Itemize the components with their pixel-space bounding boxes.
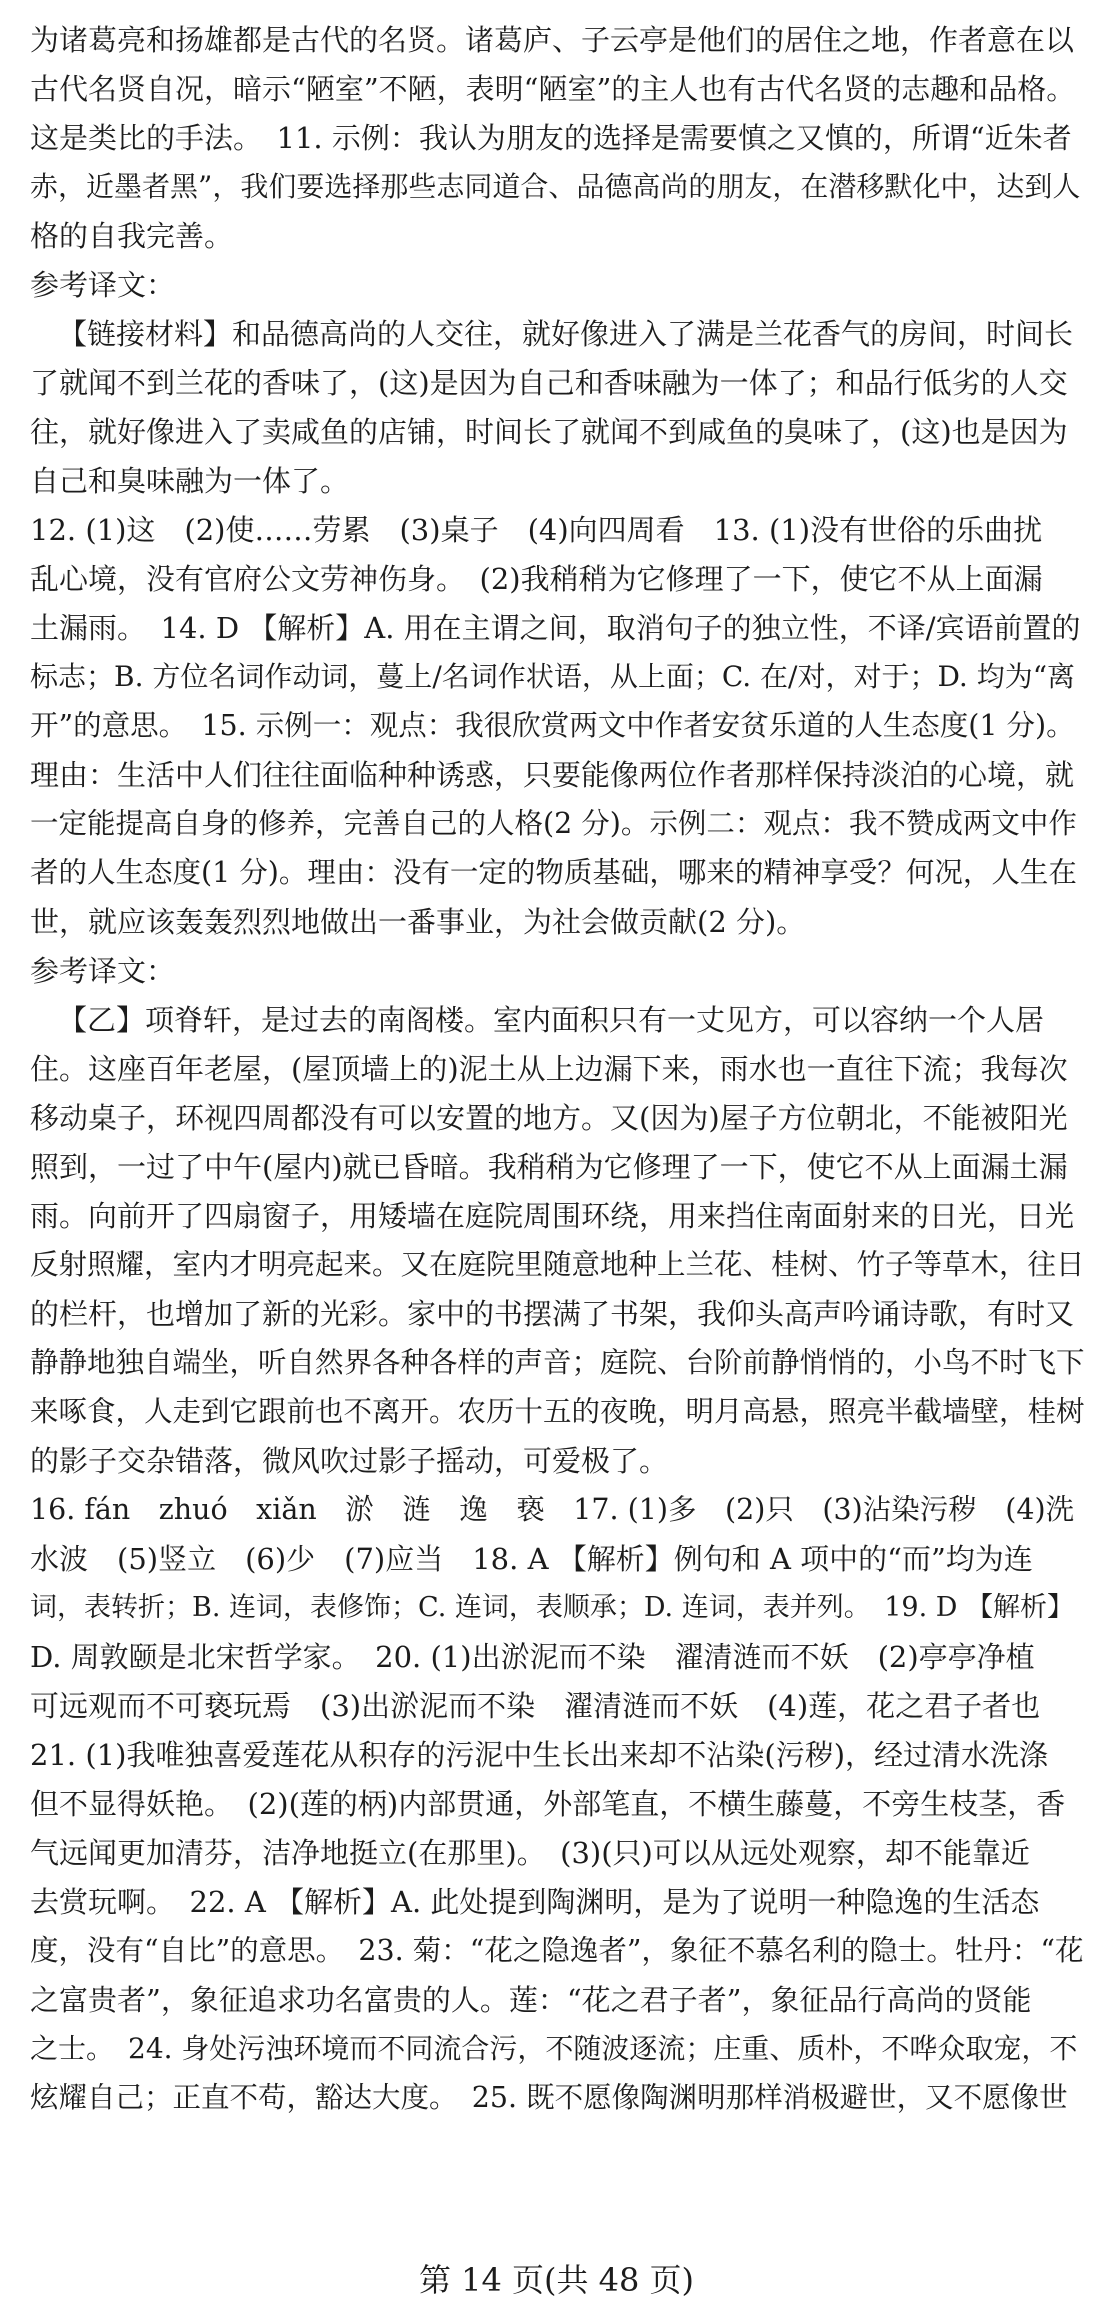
text-line: 赤，近墨者黑”，我们要选择那些志同道合、品德高尚的朋友，在潜移默化中，达到人 <box>30 170 1081 203</box>
text-line: 之富贵者”，象征追求功名富贵的人。莲：“花之君子者”，象征品行高尚的贤能 <box>30 1983 1032 2017</box>
text-line: 反射照耀，室内才明亮起来。又在庭院里随意地种上兰花、桂树、竹子等草木，往日 <box>30 1248 1085 1281</box>
text-line: 炫耀自己；正直不苟，豁达大度。 25. 既不愿像陶渊明那样消极避世，又不愿像世 <box>30 2081 1068 2114</box>
text-line: 之士。 24. 身处污浊环境而不同流合污，不随波逐流；庄重、质朴，不哗众取宠，不 <box>30 2032 1078 2065</box>
text-line: 词，表转折；B. 连词，表修饰；C. 连词，表顺承；D. 连词，表并列。 19. D 【解析】 <box>30 1592 1074 1623</box>
text-line: 来啄食，人走到它跟前也不离开。农历十五的夜晚，明月高悬，照亮半截墙壁，桂树 <box>30 1395 1085 1428</box>
section-heading: 参考译文： <box>30 954 176 988</box>
text-line: 古代名贤自况，暗示“陋室”不陋，表明“陋室”的主人也有古代名贤的志趣和品格。 <box>30 72 1076 106</box>
text-line: 开”的意思。 15. 示例一：观点：我很欣赏两文中作者安贫乐道的人生态度(1 分)。 <box>30 709 1075 742</box>
text-line: 16. fán zhuó xiǎn 淤 涟 逸 亵 17. (1)多 (2)只 (3)沾染污秽 (4)洗 <box>30 1493 1075 1526</box>
text-line: 【链接材料】和品德高尚的人交往，就好像进入了满是兰花香气的房间，时间长 <box>58 317 1074 351</box>
text-line: 者的人生态度(1 分)。理由：没有一定的物质基础，哪来的精神享受？何况，人生在 <box>30 856 1077 889</box>
text-line: 气远闻更加清芬，洁净地挺立(在那里)。 (3)(只)可以从远处观察，却不能靠近 <box>30 1836 1030 1870</box>
text-line: 可远观而不可亵玩焉 (3)出淤泥而不染 濯清涟而不妖 (4)莲，花之君子者也 <box>30 1689 1041 1723</box>
text-line: 静静地独自端坐，听自然界各种各样的声音；庭院、台阶前静悄悄的，小鸟不时飞下 <box>30 1346 1085 1379</box>
text-line: 为诸葛亮和扬雄都是古代的名贤。诸葛庐、子云亭是他们的居住之地，作者意在以 <box>30 23 1075 57</box>
text-line: 一定能提高自身的修养，完善自己的人格(2 分)。示例二：观点：我不赞成两文中作 <box>30 807 1077 840</box>
text-line: 了就闻不到兰花的香味了，(这)是因为自己和香味融为一体了；和品行低劣的人交 <box>30 366 1068 400</box>
page-number: 第 14 页(共 48 页) <box>418 2261 695 2299</box>
text-line: 12. (1)这 (2)使……劳累 (3)桌子 (4)向四周看 13. (1)没有世俗的乐曲扰 <box>30 513 1043 547</box>
text-line: 自己和臭味融为一体了。 <box>30 464 350 498</box>
text-line: 去赏玩啊。 22. A 【解析】A. 此处提到陶渊明，是为了说明一种隐逸的生活态 <box>30 1885 1040 1919</box>
text-line: 格的自我完善。 <box>30 219 234 253</box>
text-line: 21. (1)我唯独喜爱莲花从积存的污泥中生长出来却不沾染(污秽)，经过清水洗涤 <box>30 1738 1049 1772</box>
text-line: 照到，一过了中午(屋内)就已昏暗。我稍稍为它修理了一下，使它不从上面漏土漏 <box>30 1150 1068 1184</box>
text-line: 这是类比的手法。 11. 示例：我认为朋友的选择是需要慎之又慎的，所谓“近朱者 <box>30 121 1072 155</box>
text-line: 往，就好像进入了卖咸鱼的店铺，时间长了就闻不到咸鱼的臭味了，(这)也是因为 <box>30 415 1068 449</box>
text-line: 但不显得妖艳。 (2)(莲的柄)内部贯通，外部笔直，不横生藤蔓，不旁生枝茎，香 <box>30 1787 1066 1821</box>
text-line: 的栏杆，也增加了新的光彩。家中的书摆满了书架，我仰头高声吟诵诗歌，有时又 <box>30 1297 1075 1331</box>
text-line <box>30 2127 1085 2167</box>
text-line: 住。这座百年老屋，(屋顶墙上的)泥土从上边漏下来，雨水也一直往下流；我每次 <box>30 1052 1068 1086</box>
section-heading: 参考译文： <box>30 268 176 302</box>
text-line: 【乙】项脊轩，是过去的南阁楼。室内面积只有一丈见方，可以容纳一个人居 <box>58 1003 1045 1037</box>
text-line: 乱心境，没有官府公文劳神伤身。 (2)我稍稍为它修理了一下，使它不从上面漏 <box>30 562 1043 596</box>
text-line: 的影子交杂错落，微风吹过影子摇动，可爱极了。 <box>30 1444 669 1478</box>
text-line: 理由：生活中人们往往面临种种诱惑，只要能像两位作者那样保持淡泊的心境，就 <box>30 758 1075 792</box>
text-line: 土漏雨。 14. D 【解析】A. 用在主谓之间，取消句子的独立性，不译/宾语前置的 <box>30 611 1081 645</box>
text-line: 移动桌子，环视四周都没有可以安置的地方。又(因为)屋子方位朝北，不能被阳光 <box>30 1101 1068 1135</box>
text-line: 度，没有“自比”的意思。 23. 菊：“花之隐逸者”，象征不慕名利的隐士。牡丹：“花 <box>30 1934 1084 1967</box>
text-line: 雨。向前开了四扇窗子，用矮墙在庭院周围环绕，用来挡住南面射来的日光，日光 <box>30 1199 1075 1233</box>
text-line: 世，就应该轰轰烈烈地做出一番事业，为社会做贡献(2 分)。 <box>30 905 806 939</box>
text-line: 水波 (5)竖立 (6)少 (7)应当 18. A 【解析】例句和 A 项中的“而”均为连 <box>30 1542 1033 1576</box>
text-line: 标志；B. 方位名词作动词，蔓上/名词作状语，从上面；C. 在/对，对于；D. 均为“离 <box>30 660 1076 693</box>
text-line: D. 周敦颐是北宋哲学家。 20. (1)出淤泥而不染 濯清涟而不妖 (2)亭亭净植 <box>30 1640 1035 1674</box>
